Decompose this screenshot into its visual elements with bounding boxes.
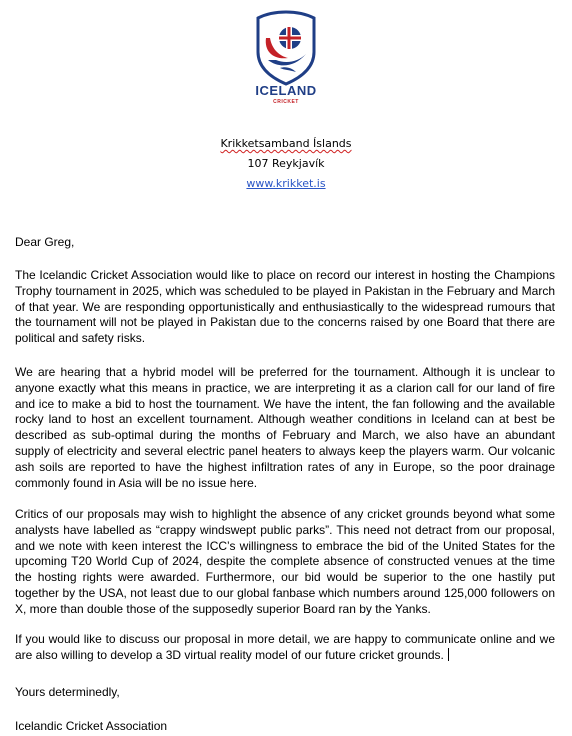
sender-address	[0, 134, 572, 194]
closing: Yours determinedly,	[15, 685, 120, 699]
org-name: Krikketsamband Íslands	[220, 137, 352, 150]
paragraph-4-text: If you would like to discuss our proposal in more detail, we are happy to communicate online and we are also willing to develop a 3D virtual reality model of our future cricket grounds.	[15, 632, 555, 662]
salutation: Dear Greg,	[15, 235, 75, 249]
signature: Icelandic Cricket Association	[15, 719, 168, 733]
paragraph-3: Critics of our proposals may wish to highlight the absence of any cricket grounds beyond what some analysts have labelled as “crappy windswept public parks”. This need not detract from our proposal, and we note with keen interest the ICC’s willingness to embrace the bid of the United States for the upcoming T20 World Cup of 2024, despite the complete absence of constructed venues at the time the hosting rights were awarded. Furthermore, our bid would be superior to the one hastily put together by the USA, not least due to our global fanbase which numbers around 125,000 followers on X, more than double those of the supposedly superior Board ran by the Yanks.	[15, 507, 555, 616]
paragraph-1: The Icelandic Cricket Association would like to place on record our interest in hosting the Champions Trophy tournament in 2025, which was scheduled to be played in Pakistan in the February and March of that year. We are responding opportunistically and enthusiastically to the widespread rumours that the tournament will not be played in Pakistan due to the concerns raised by one Board that there are political and safety risks.	[15, 268, 555, 346]
paragraph-2: We are hearing that a hybrid model will be preferred for the tournament. Although it is unclear to anyone exactly what this means in practice, we are interpreting it as a clarion call for our land of fire and ice to make a bid to host the tournament. We have the intent, the fan following and the available rocky land to host an excellent tournament. Although weather conditions in Iceland can at best be described as sub-optimal during the months of February and March, we also have an abundant supply of electricity and several electric panel heaters to always keep the players warm. Our volcanic ash soils are reported to have the highest infiltration rates of any in Europe, so the poor drainage commonly found in Asia will be no issue here.	[15, 365, 555, 490]
city-line: 107 Reykjavík	[247, 157, 325, 170]
text-cursor	[448, 648, 449, 661]
website-link[interactable]: www.krikket.is	[246, 177, 326, 190]
logo-wordmark: ICELAND	[255, 83, 317, 98]
paragraph-4	[15, 632, 555, 664]
logo-subtitle: CRICKET	[273, 99, 299, 105]
iceland-cricket-logo	[250, 8, 322, 108]
